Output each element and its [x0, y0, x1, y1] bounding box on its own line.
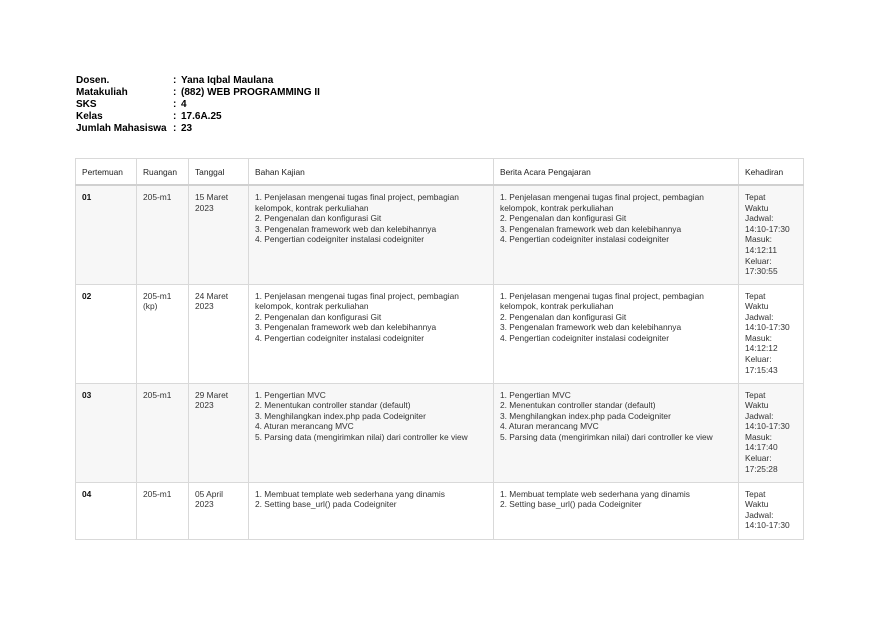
cell-tanggal: [189, 284, 249, 383]
cell-berita-acara-line: 2. Pengenalan dan konfigurasi Git: [500, 311, 627, 322]
cell-pertemuan: [76, 284, 137, 383]
cell-berita-acara-line: 1. Penjelasan mengenai tugas final project, pembagian kelompok, kontrak perkuliahan: [500, 192, 704, 213]
cell-tanggal-line: 2023: [195, 301, 214, 312]
info-label: SKS: [76, 99, 97, 110]
cell-ruangan-line: 205-m1: [143, 290, 172, 301]
cell-ruangan-line: 205-m1: [143, 192, 172, 202]
cell-berita-acara-line: 2. Pengenalan dan konfigurasi Git: [500, 213, 627, 224]
cell-kehadiran-line: Tepat: [745, 290, 766, 301]
info-label: Matakuliah: [76, 87, 128, 98]
info-value: 4: [181, 99, 187, 110]
info-colon: :: [173, 75, 177, 86]
cell-kehadiran: [739, 482, 804, 539]
cell-kehadiran-line: 17:30:55: [745, 266, 778, 277]
cell-pertemuan-text: 02: [82, 290, 92, 301]
course-info: [76, 75, 320, 135]
cell-kehadiran-line: Masuk:: [745, 332, 772, 343]
cell-berita-acara: [494, 284, 739, 383]
cell-bahan-kajian-line: 2. Menentukan controller standar (default): [255, 400, 411, 411]
info-value: 17.6A.25: [181, 111, 222, 122]
info-label: Jumlah Mahasiswa: [76, 123, 167, 134]
cell-bahan-kajian-line: 4. Pengertian codeigniter instalasi codeigniter: [255, 234, 425, 245]
cell-bahan-kajian-line: 1. Pengertian MVC: [255, 389, 326, 400]
cell-kehadiran: [739, 383, 804, 482]
cell-pertemuan: [76, 383, 137, 482]
cell-bahan-kajian-line: 1. Penjelasan mengenai tugas final project, pembagian kelompok, kontrak perkuliahan: [255, 192, 459, 213]
cell-kehadiran-line: Waktu: [745, 400, 769, 411]
cell-kehadiran-line: Masuk:: [745, 431, 772, 442]
info-label: Dosen.: [76, 75, 110, 86]
cell-ruangan: [137, 284, 189, 383]
header-ruangan: Ruangan: [137, 159, 189, 186]
cell-ruangan: [137, 383, 189, 482]
cell-bahan-kajian-line: 2. Setting base_url() pada Codeigniter: [255, 499, 397, 510]
cell-tanggal: [189, 383, 249, 482]
cell-bahan-kajian: [249, 482, 494, 539]
cell-bahan-kajian-line: 1. Penjelasan mengenai tugas final project, pembagian kelompok, kontrak perkuliahan: [255, 290, 459, 312]
cell-bahan-kajian-line: 3. Pengenalan framework web dan kelebihannya: [255, 322, 437, 333]
cell-bahan-kajian: [249, 383, 494, 482]
cell-tanggal: [189, 482, 249, 539]
cell-berita-acara-line: 3. Menghilangkan index.php pada Codeigniter: [500, 410, 671, 421]
info-colon: :: [173, 123, 177, 134]
cell-berita-acara-line: 4. Pengertian codeigniter instalasi codeigniter: [500, 332, 670, 343]
info-value: Yana Iqbal Maulana: [181, 75, 274, 86]
cell-kehadiran-line: Masuk:: [745, 234, 772, 245]
attendance-table: [75, 158, 804, 540]
info-value: (882) WEB PROGRAMMING II: [181, 87, 320, 98]
cell-berita-acara: [494, 185, 739, 284]
cell-bahan-kajian-line: 3. Menghilangkan index.php pada Codeigniter: [255, 410, 426, 421]
cell-berita-acara: [494, 383, 739, 482]
table-row: [76, 482, 804, 539]
cell-bahan-kajian: [249, 185, 494, 284]
cell-tanggal-line: 2023: [195, 499, 214, 510]
info-row: [76, 111, 320, 123]
cell-bahan-kajian: [249, 284, 494, 383]
cell-pertemuan-text: 01: [82, 192, 92, 202]
cell-ruangan-line: 205-m1: [143, 488, 172, 499]
cell-berita-acara-line: 1. Membuat template web sederhana yang dinamis: [500, 488, 690, 499]
cell-kehadiran-line: Jadwal:: [745, 410, 774, 421]
header-tanggal: Tanggal: [189, 159, 249, 186]
cell-kehadiran-line: Keluar:: [745, 255, 772, 266]
info-row: [76, 99, 320, 111]
cell-pertemuan: [76, 185, 137, 284]
cell-kehadiran-line: Tepat: [745, 192, 766, 202]
cell-bahan-kajian-line: 2. Pengenalan dan konfigurasi Git: [255, 213, 382, 224]
cell-kehadiran-line: Waktu: [745, 202, 769, 213]
cell-tanggal-line: 2023: [195, 400, 214, 411]
cell-berita-acara-line: 1. Pengertian MVC: [500, 389, 571, 400]
table-row: [76, 383, 804, 482]
cell-pertemuan-text: 04: [82, 488, 92, 499]
cell-kehadiran-line: Waktu: [745, 499, 769, 510]
cell-kehadiran-line: Jadwal:: [745, 213, 774, 224]
cell-tanggal-line: 2023: [195, 202, 214, 213]
cell-kehadiran-line: Jadwal:: [745, 509, 774, 520]
cell-tanggal-line: 05 April: [195, 488, 223, 499]
info-label: Kelas: [76, 111, 103, 122]
cell-kehadiran-line: Keluar:: [745, 354, 772, 365]
cell-tanggal-line: 24 Maret: [195, 290, 229, 301]
info-colon: :: [173, 87, 177, 98]
info-value: 23: [181, 123, 193, 134]
cell-kehadiran-line: Tepat: [745, 389, 766, 400]
cell-berita-acara-line: 3. Pengenalan framework web dan kelebihannya: [500, 223, 682, 234]
cell-kehadiran-line: 14:10-17:30: [745, 421, 790, 432]
table-row: [76, 284, 804, 383]
info-row: [76, 87, 320, 99]
cell-ruangan-line: 205-m1: [143, 389, 172, 400]
cell-pertemuan: [76, 482, 137, 539]
cell-berita-acara-line: 2. Menentukan controller standar (default): [500, 400, 656, 411]
table-row: [76, 185, 804, 284]
cell-ruangan: [137, 482, 189, 539]
cell-kehadiran-line: 14:10-17:30: [745, 223, 790, 234]
cell-berita-acara-line: 5. Parsing data (mengirimkan nilai) dari controller ke view: [500, 431, 713, 442]
cell-kehadiran-line: 14:12:12: [745, 343, 778, 354]
info-row: [76, 75, 320, 87]
cell-kehadiran-line: 14:12:11: [745, 244, 777, 255]
cell-kehadiran-line: 14:17:40: [745, 442, 778, 453]
cell-berita-acara-line: 3. Pengenalan framework web dan kelebihannya: [500, 322, 682, 333]
cell-tanggal: [189, 185, 249, 284]
cell-kehadiran: [739, 185, 804, 284]
cell-bahan-kajian-line: 4. Pengertian codeigniter instalasi codeigniter: [255, 332, 425, 343]
cell-pertemuan-text: 03: [82, 389, 92, 400]
cell-kehadiran-line: 14:10-17:30: [745, 520, 790, 531]
cell-ruangan: [137, 185, 189, 284]
info-colon: :: [173, 111, 177, 122]
cell-tanggal-line: 15 Maret: [195, 192, 229, 202]
cell-ruangan-line: (kp): [143, 301, 158, 312]
cell-kehadiran-line: Tepat: [745, 488, 766, 499]
cell-berita-acara: [494, 482, 739, 539]
cell-bahan-kajian-line: 3. Pengenalan framework web dan kelebihannya: [255, 223, 437, 234]
info-row: [76, 123, 320, 135]
cell-kehadiran-line: Jadwal:: [745, 311, 774, 322]
cell-kehadiran: [739, 284, 804, 383]
cell-berita-acara-line: 4. Pengertian codeigniter instalasi codeigniter: [500, 234, 670, 245]
cell-berita-acara-line: 4. Aturan merancang MVC: [500, 421, 599, 432]
header-bahan-kajian: Bahan Kajian: [249, 159, 494, 186]
cell-kehadiran-line: 14:10-17:30: [745, 322, 790, 333]
cell-berita-acara-line: 2. Setting base_url() pada Codeigniter: [500, 499, 642, 510]
cell-bahan-kajian-line: 1. Membuat template web sederhana yang dinamis: [255, 488, 445, 499]
cell-bahan-kajian-line: 2. Pengenalan dan konfigurasi Git: [255, 311, 382, 322]
cell-bahan-kajian-line: 4. Aturan merancang MVC: [255, 421, 354, 432]
cell-kehadiran-line: Waktu: [745, 301, 769, 312]
cell-berita-acara-line: 1. Penjelasan mengenai tugas final project, pembagian kelompok, kontrak perkuliahan: [500, 290, 704, 312]
cell-kehadiran-line: Keluar:: [745, 453, 772, 464]
info-colon: :: [173, 99, 177, 110]
cell-tanggal-line: 29 Maret: [195, 389, 229, 400]
header-kehadiran: Kehadiran: [739, 159, 804, 186]
header-berita-acara: Berita Acara Pengajaran: [494, 159, 739, 186]
cell-kehadiran-line: 17:25:28: [745, 463, 778, 474]
table-header-row: [76, 159, 804, 186]
header-pertemuan: Pertemuan: [76, 159, 137, 186]
cell-kehadiran-line: 17:15:43: [745, 364, 778, 375]
cell-bahan-kajian-line: 5. Parsing data (mengirimkan nilai) dari controller ke view: [255, 431, 468, 442]
